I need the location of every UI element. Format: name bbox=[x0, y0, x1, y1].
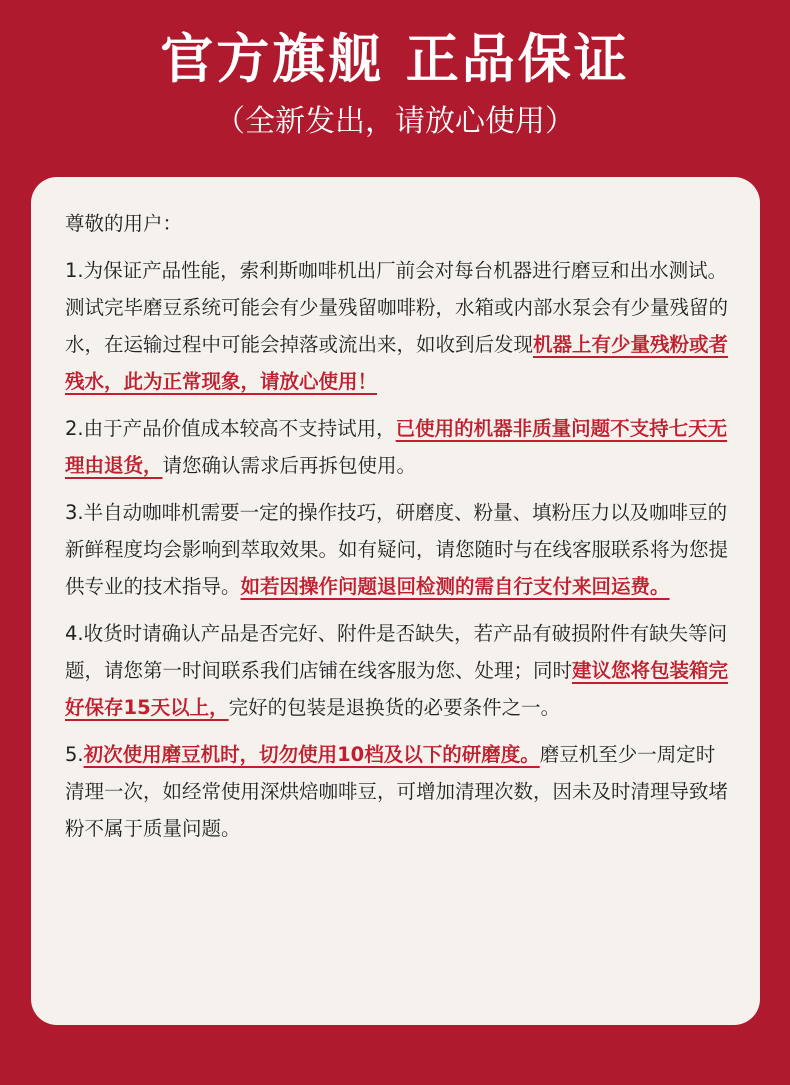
page-title: 官方旗舰 正品保证 bbox=[160, 29, 630, 90]
notice-item-4 bbox=[65, 615, 729, 726]
notice-item-highlight: 建议您将包装箱完好保存15天以上， bbox=[65, 659, 729, 719]
notice-item-5 bbox=[65, 736, 729, 847]
page-subtitle: （全新发出，请放心使用） bbox=[215, 104, 575, 139]
notice-item-highlight: 机器上有少量残粉或者残水，此为正常现象，请放心使用！ bbox=[65, 333, 729, 393]
notice-item-text: 3.半自动咖啡机需要一定的操作技巧，研磨度、粉量、填粉压力以及咖啡豆的新鲜程度均会影响到萃取效果。如有疑问，请您随时与在线客服联系将为您提供专业的技术指导。 bbox=[65, 501, 729, 598]
notice-item-text: 2.由于产品价值成本较高不支持试用， bbox=[65, 417, 396, 440]
notice-item-text: 4.收货时请确认产品是否完好、附件是否缺失，若产品有破损附件有缺失等问题，请您第一时间联系我们店铺在线客服为您、处理；同时 bbox=[65, 622, 728, 682]
notice-item-2 bbox=[65, 410, 729, 484]
notice-item-3 bbox=[65, 494, 729, 605]
notice-item-text: 5. bbox=[65, 743, 84, 766]
notice-item-text: 磨豆机至少一周定时清理一次，如经常使用深烘焙咖啡豆，可增加清理次数，因未及时清理导致堵粉不属于质量问题。 bbox=[65, 743, 729, 840]
notice-greeting: 尊敬的用户： bbox=[65, 212, 183, 235]
notice-content bbox=[65, 205, 729, 857]
notice-item-text: 完好的包装是退换货的必要条件之一。 bbox=[228, 696, 561, 719]
notice-item-highlight: 如若因操作问题退回检测的需自行支付来回运费。 bbox=[240, 575, 670, 598]
notice-item-text: 1.为保证产品性能，索利斯咖啡机出厂前会对每台机器进行磨豆和出水测试。测试完毕磨豆系统可能会有少量残留咖啡粉，水箱或内部水泵会有少量残留的水，在运输过程中可能会掉落或流出来，如收到后发现 bbox=[65, 259, 729, 356]
notice-item-highlight: 初次使用磨豆机时，切勿使用10档及以下的研磨度。 bbox=[83, 743, 540, 766]
notice-card bbox=[31, 177, 760, 1025]
notice-item-1 bbox=[65, 252, 729, 400]
notice-item-highlight: 已使用的机器非质量问题不支持七天无理由退货， bbox=[65, 417, 728, 477]
notice-item-text: 请您确认需求后再拆包使用。 bbox=[162, 454, 417, 477]
